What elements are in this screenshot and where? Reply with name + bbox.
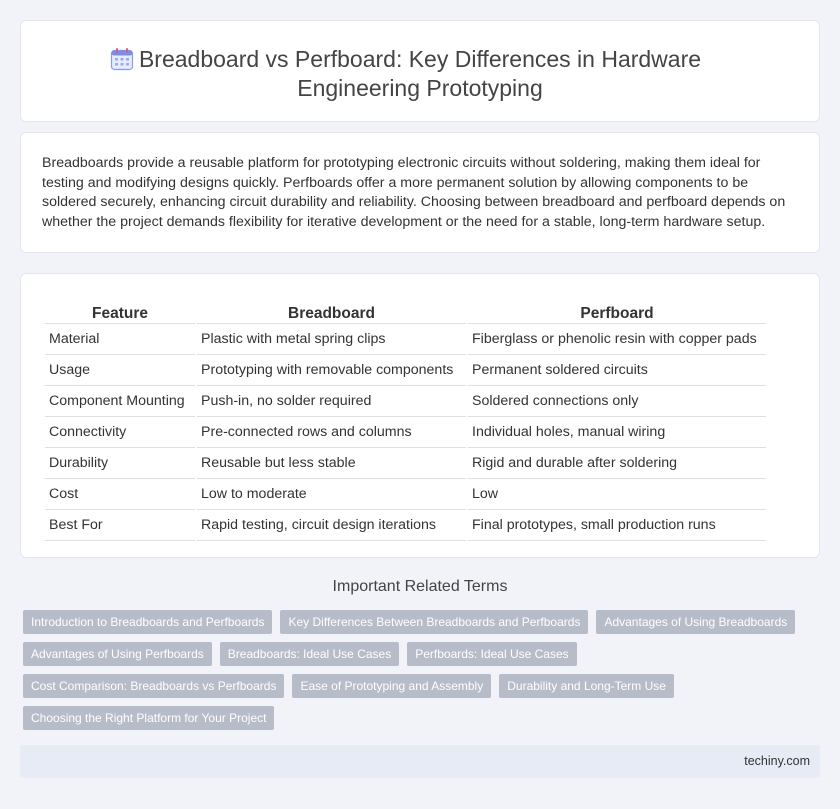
page-title-line-1: Breadboard vs Perfboard: Key Differences in Hardware xyxy=(138,46,702,72)
header-perfboard: Perfboard xyxy=(468,296,766,324)
cell-perfboard: Soldered connections only xyxy=(468,386,766,417)
related-term-tag[interactable]: Advantages of Using Perfboards xyxy=(23,642,212,666)
cell-breadboard: Pre-connected rows and columns xyxy=(197,417,466,448)
related-term-tag[interactable]: Ease of Prototyping and Assembly xyxy=(292,674,491,698)
cell-feature: Best For xyxy=(45,510,195,541)
table-row xyxy=(45,510,766,541)
cell-breadboard: Low to moderate xyxy=(197,479,466,510)
related-term-tag[interactable]: Introduction to Breadboards and Perfboards xyxy=(23,610,272,634)
cell-perfboard: Rigid and durable after soldering xyxy=(468,448,766,479)
cell-breadboard: Plastic with metal spring clips xyxy=(197,324,466,355)
table-row xyxy=(45,479,766,510)
cell-breadboard: Push-in, no solder required xyxy=(197,386,466,417)
footer xyxy=(20,745,820,778)
table-row xyxy=(45,448,766,479)
cell-breadboard: Reusable but less stable xyxy=(197,448,466,479)
table-header-row xyxy=(45,296,766,324)
cell-perfboard: Low xyxy=(468,479,766,510)
related-terms-heading: Important Related Terms xyxy=(332,578,508,595)
header-card xyxy=(20,20,820,122)
related-term-tag[interactable]: Perfboards: Ideal Use Cases xyxy=(407,642,576,666)
footer-site-name[interactable]: techiny.com xyxy=(744,754,810,768)
cell-feature: Cost xyxy=(45,479,195,510)
cell-breadboard: Rapid testing, circuit design iterations xyxy=(197,510,466,541)
cell-feature: Usage xyxy=(45,355,195,386)
header-breadboard: Breadboard xyxy=(197,296,466,324)
cell-perfboard: Permanent soldered circuits xyxy=(468,355,766,386)
table-row xyxy=(45,355,766,386)
related-terms-list xyxy=(23,610,823,730)
table-row xyxy=(45,324,766,355)
intro-paragraph: Breadboards provide a reusable platform for prototyping electronic circuits without soldering, making them ideal for testing and modifying designs quickly. Perfboards offer a more permanent solution by allowing components to be soldered securely, enhancing circuit durability and reliability. Choosing between breadboard and perfboard depends on whether the project demands flexibility for iterative development or the need for a stable, long-term hardware setup. xyxy=(42,155,786,230)
cell-perfboard: Final prototypes, small production runs xyxy=(468,510,766,541)
page-title-wrap xyxy=(21,45,819,103)
cell-breadboard: Prototyping with removable components xyxy=(197,355,466,386)
related-term-tag[interactable]: Choosing the Right Platform for Your Project xyxy=(23,706,274,730)
cell-feature: Connectivity xyxy=(45,417,195,448)
cell-perfboard: Individual holes, manual wiring xyxy=(468,417,766,448)
table-row xyxy=(45,386,766,417)
intro-card xyxy=(20,132,820,253)
related-term-tag[interactable]: Breadboards: Ideal Use Cases xyxy=(220,642,399,666)
related-term-tag[interactable]: Durability and Long-Term Use xyxy=(499,674,674,698)
comparison-table xyxy=(43,296,768,541)
table-row xyxy=(45,417,766,448)
related-term-tag[interactable]: Cost Comparison: Breadboards vs Perfboards xyxy=(23,674,284,698)
comparison-card xyxy=(20,273,820,558)
header-feature: Feature xyxy=(45,296,195,324)
cell-feature: Material xyxy=(45,324,195,355)
related-term-tag[interactable]: Key Differences Between Breadboards and Perfboards xyxy=(280,610,588,634)
cell-feature: Durability xyxy=(45,448,195,479)
related-term-tag[interactable]: Advantages of Using Breadboards xyxy=(596,610,795,634)
cell-feature: Component Mounting xyxy=(45,386,195,417)
page-title-line-2: Engineering Prototyping xyxy=(297,75,543,101)
cell-perfboard: Fiberglass or phenolic resin with copper pads xyxy=(468,324,766,355)
